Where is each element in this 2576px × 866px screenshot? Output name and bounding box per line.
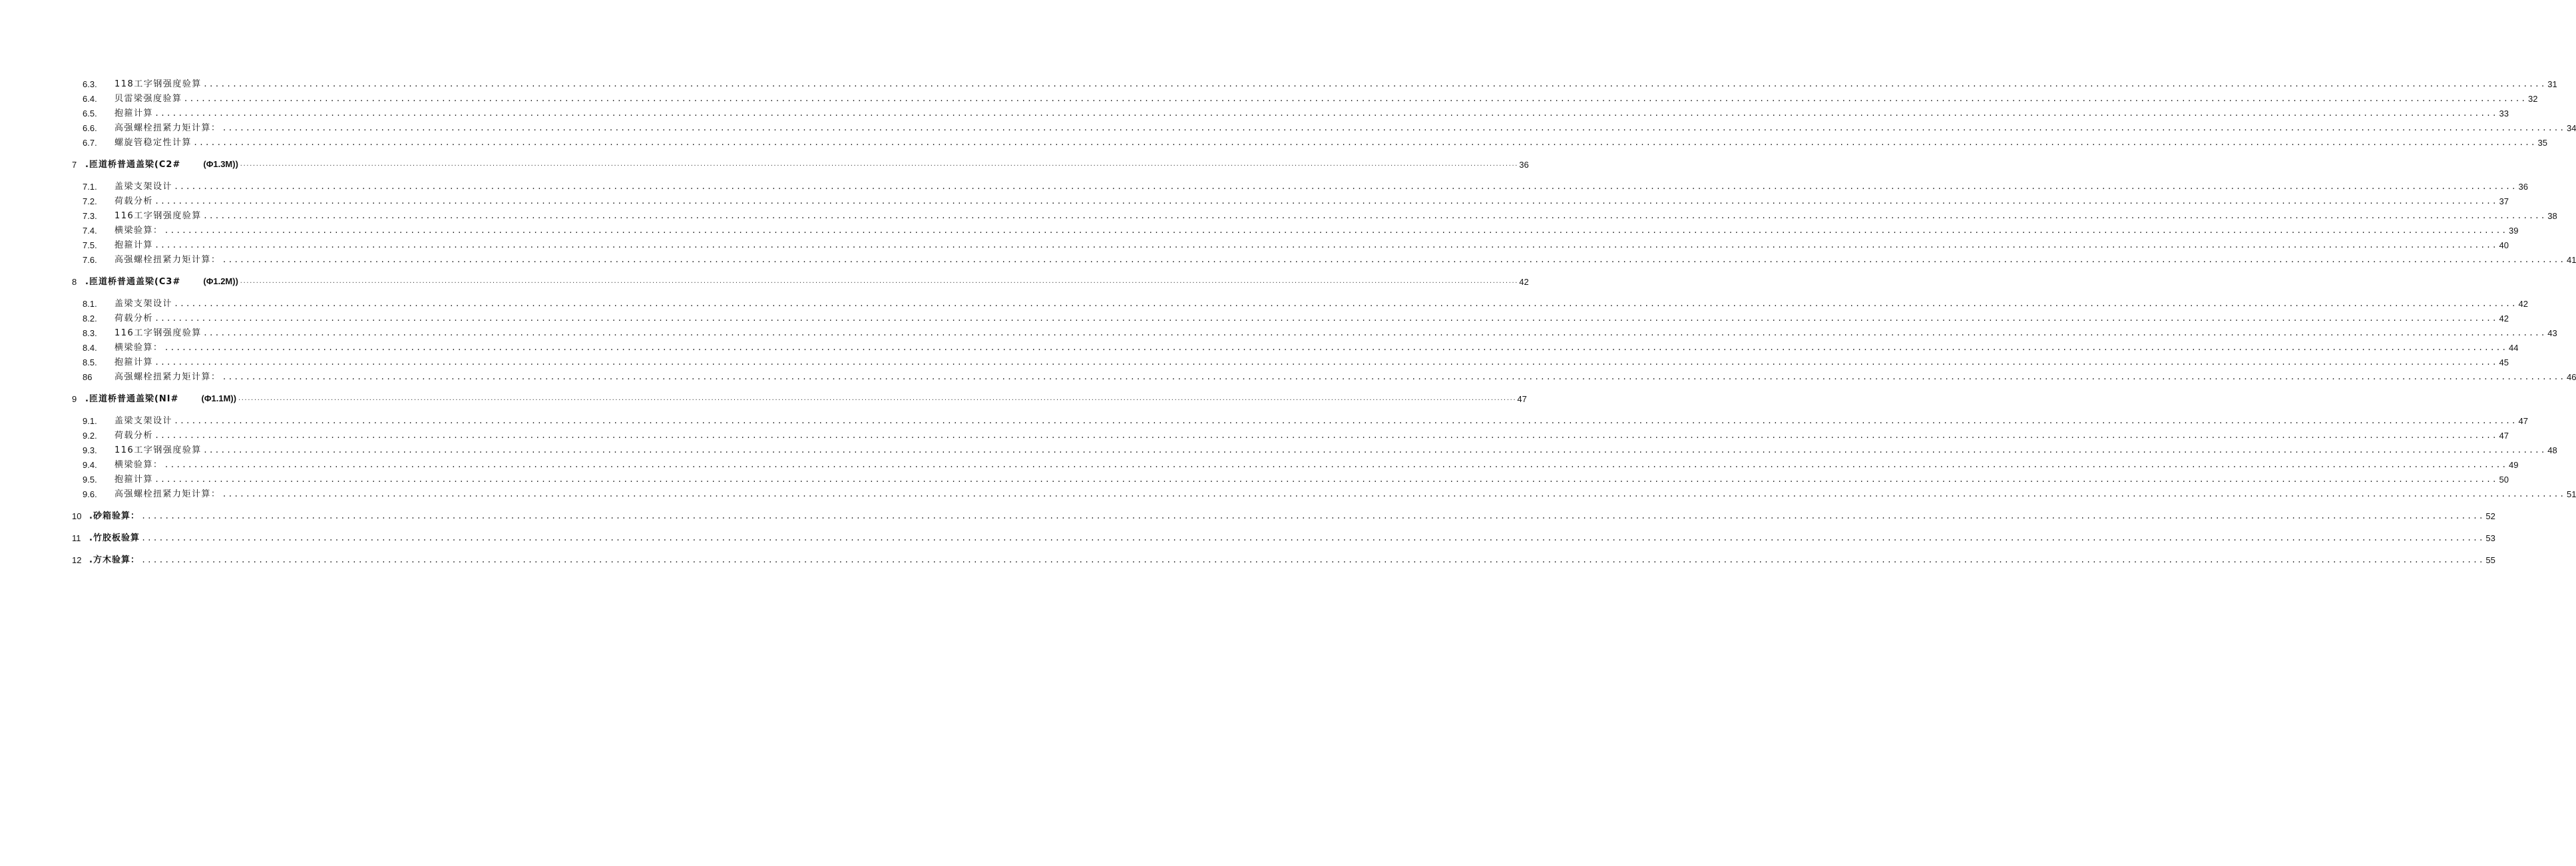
toc-entry-number: 7.3. [83, 211, 97, 221]
toc-entry-8-5[interactable] [83, 355, 2509, 368]
toc-entry-number: 8.2. [83, 314, 97, 324]
toc-entry-number: 86 [83, 372, 93, 382]
toc-chapter-number: 10 [72, 511, 82, 521]
toc-chapter-page: 52 [2485, 511, 2495, 521]
toc-entry-page: 51 [2566, 489, 2576, 499]
toc-entry-number: 6.4. [83, 94, 97, 104]
dot-leader: ................................................................................................................................................................................................................................................................................................................................................................................................................ [154, 431, 2498, 441]
toc-entry-page: 33 [2499, 108, 2509, 118]
toc-entry-page: 41 [2566, 255, 2576, 265]
toc-chapter-page: 42 [1519, 277, 1529, 287]
toc-entry-title: 螺旋管稳定性计算 [114, 138, 192, 148]
toc-chapter-title: .匝道桥普通盖梁(NI# (Φ1.1M)) [85, 393, 237, 404]
toc-entry-page: 35 [2537, 138, 2547, 148]
toc-chapter-title: .匝道桥普通盖梁(C2# (Φ1.3M)) [85, 159, 238, 170]
toc-chapter-title: .砂箱验算： [89, 511, 140, 521]
toc-entry-title: 118工字钢强度验算 [114, 79, 202, 89]
toc-entry-9-6[interactable] [83, 487, 2576, 500]
toc-entry-number: 9.2. [83, 431, 97, 441]
dot-leader: ................................................................................................................................................................................................................................................................................................................................................................................................................ [140, 534, 2485, 543]
toc-entry-number: 8.3. [83, 328, 97, 338]
toc-entry-title: 荷载分析 [114, 196, 154, 206]
toc-chapter-11[interactable] [72, 531, 2495, 544]
toc-entry-page: 47 [2499, 431, 2509, 441]
dot-leader: ................................................................................................................................................................................................................................................................................................................................................................................................................ [202, 80, 2547, 89]
toc-chapter-page: 53 [2485, 533, 2495, 543]
toc-entry-page: 32 [2527, 94, 2538, 104]
dot-leader: ................................................................................................................................................................................................................................................................................................................................................................................................................ [154, 109, 2498, 118]
toc-entry-title: 贝雷梁强度验算 [114, 94, 182, 104]
dot-leader: ................................................................................................................................................................................................................................................................................................................................................................................................................ [222, 373, 2565, 382]
toc-entry-page: 31 [2547, 79, 2557, 89]
toc-entry-7-4[interactable] [83, 223, 2519, 236]
toc-entry-title: 抱箍计算 [114, 108, 154, 118]
dot-leader: ................................................................................................................................................................................................................................................................................................................................................................................................................ [183, 95, 2527, 104]
toc-entry-6-5[interactable] [83, 106, 2509, 119]
toc-chapter-12[interactable] [72, 552, 2495, 566]
toc-entry-page: 37 [2499, 196, 2509, 206]
toc-entry-page: 40 [2499, 240, 2509, 250]
dot-leader: ................................................................................................................................................................................................................................................................................................................................................................................................................ [174, 417, 2517, 426]
dot-leader: ................................................................................................................................................................................................................................................................................................................................................................................................................ [154, 475, 2498, 485]
dot-leader: ................................................................................................................................................................................................................................................................................................................................................................................................................ [239, 162, 1518, 168]
toc-chapter-number: 7 [72, 160, 77, 170]
toc-entry-number: 7.1. [83, 182, 97, 192]
dot-leader: ................................................................................................................................................................................................................................................................................................................................................................................................................ [202, 446, 2547, 455]
toc-chapter-page: 47 [1517, 394, 1527, 404]
toc-entry-page: 39 [2508, 226, 2519, 236]
toc-chapter-title: .匝道桥普通盖梁(C3# (Φ1.2M)) [85, 276, 238, 287]
toc-entry-number: 6.7. [83, 138, 97, 148]
dot-leader: ................................................................................................................................................................................................................................................................................................................................................................................................................ [154, 241, 2498, 250]
toc-entry-title: 横梁验算： [114, 460, 163, 470]
dot-leader: ................................................................................................................................................................................................................................................................................................................................................................................................................ [202, 212, 2547, 221]
toc-entry-7-3[interactable] [83, 208, 2557, 222]
toc-entry-page: 48 [2547, 445, 2557, 455]
toc-chapter-spec: (Φ1.1M)) [201, 393, 237, 403]
toc-chapter-spec: (Φ1.3M)) [203, 159, 238, 169]
toc-chapter-number: 11 [72, 533, 81, 543]
toc-entry-title: 盖梁支架设计 [114, 416, 173, 426]
toc-entry-6-4[interactable] [83, 91, 2538, 105]
toc-entry-title: 抱箍计算 [114, 475, 154, 485]
toc-chapter-number: 12 [72, 555, 82, 565]
toc-entry-number: 9.5. [83, 475, 97, 485]
toc-chapter-spec: (Φ1.2M)) [203, 276, 238, 286]
toc-chapter-title: .方木验算： [89, 555, 140, 565]
toc-entry-title: 高强螺栓扭紧力矩计算： [114, 489, 221, 499]
toc-entry-title: 116工字钢强度验算 [114, 328, 202, 338]
toc-entry-number: 9.3. [83, 445, 97, 455]
toc-entry-title: 盖梁支架设计 [114, 299, 173, 309]
toc-entry-7-5[interactable] [83, 238, 2509, 251]
toc-entry-number: 6.6. [83, 123, 97, 133]
toc-entry-page: 46 [2566, 372, 2576, 382]
toc-entry-7-6[interactable] [83, 252, 2576, 266]
dot-leader: ................................................................................................................................................................................................................................................................................................................................................................................................................ [154, 314, 2498, 324]
toc-chapter-9[interactable] [72, 391, 1527, 405]
toc-chapter-number: 9 [72, 394, 77, 404]
toc-entry-page: 50 [2499, 475, 2509, 485]
toc-entry-8-1[interactable] [83, 296, 2528, 310]
toc-entry-number: 7.5. [83, 240, 97, 250]
toc-entry-number: 6.5. [83, 108, 97, 118]
dot-leader: ................................................................................................................................................................................................................................................................................................................................................................................................................ [140, 556, 2485, 565]
toc-entry-7-2[interactable] [83, 194, 2509, 207]
toc-entry-page: 49 [2508, 460, 2519, 470]
toc-chapter-7[interactable] [72, 157, 1529, 170]
dot-leader: ................................................................................................................................................................................................................................................................................................................................................................................................................ [202, 329, 2547, 338]
toc-entry-7-1[interactable] [83, 179, 2528, 192]
toc-entry-title: 高强螺栓扭紧力矩计算： [114, 123, 221, 133]
toc-entry-number: 9.6. [83, 489, 97, 499]
toc-entry-number: 9.1. [83, 416, 97, 426]
toc-entry-page: 45 [2499, 357, 2509, 367]
toc-entry-title: 抱箍计算 [114, 240, 154, 250]
toc-entry-8-4[interactable] [83, 340, 2519, 353]
dot-leader: ................................................................................................................................................................................................................................................................................................................................................................................................................ [140, 512, 2485, 521]
toc-entry-title: 荷载分析 [114, 431, 154, 441]
dot-leader: ................................................................................................................................................................................................................................................................................................................................................................................................................ [154, 197, 2498, 206]
toc-entry-title: 横梁验算： [114, 226, 163, 236]
toc-entry-6-6[interactable] [83, 120, 2576, 134]
toc-chapter-8[interactable] [72, 274, 1529, 288]
toc-entry-8-6[interactable] [83, 369, 2576, 383]
dot-leader: ................................................................................................................................................................................................................................................................................................................................................................................................................ [222, 256, 2565, 265]
dot-leader: ................................................................................................................................................................................................................................................................................................................................................................................................................ [193, 138, 2537, 148]
toc-entry-9-3[interactable] [83, 443, 2557, 456]
toc-entry-title: 抱箍计算 [114, 357, 154, 367]
toc-entry-title: 高强螺栓扭紧力矩计算： [114, 372, 221, 382]
dot-leader: ................................................................................................................................................................................................................................................................................................................................................................................................................ [239, 279, 1518, 285]
toc-entry-8-3[interactable] [83, 325, 2557, 339]
toc-entry-title: 盖梁支架设计 [114, 182, 173, 192]
toc-chapter-10[interactable] [72, 509, 2495, 522]
toc-entry-8-2[interactable] [83, 311, 2509, 324]
toc-entry-page: 34 [2566, 123, 2576, 133]
toc-entry-6-7[interactable] [83, 135, 2547, 148]
toc-entry-title: 高强螺栓扭紧力矩计算： [114, 255, 221, 265]
toc-entry-number: 8.5. [83, 357, 97, 367]
toc-entry-page: 38 [2547, 211, 2557, 221]
toc-entry-number: 7.4. [83, 226, 97, 236]
dot-leader: ................................................................................................................................................................................................................................................................................................................................................................................................................ [164, 343, 2507, 353]
toc-entry-page: 36 [2518, 182, 2528, 192]
toc-chapter-number: 8 [72, 277, 77, 287]
toc-entry-page: 42 [2518, 299, 2528, 309]
toc-entry-title: 116工字钢强度验算 [114, 445, 202, 455]
dot-leader: ................................................................................................................................................................................................................................................................................................................................................................................................................ [164, 461, 2507, 470]
dot-leader: ................................................................................................................................................................................................................................................................................................................................................................................................................ [238, 396, 1516, 402]
toc-entry-number: 7.2. [83, 196, 97, 206]
toc-entry-9-4[interactable] [83, 457, 2519, 471]
dot-leader: ................................................................................................................................................................................................................................................................................................................................................................................................................ [222, 124, 2565, 133]
toc-entry-6-3[interactable] [83, 77, 2557, 90]
dot-leader: ................................................................................................................................................................................................................................................................................................................................................................................................................ [164, 226, 2507, 236]
toc-entry-page: 47 [2518, 416, 2528, 426]
toc-chapter-page: 55 [2485, 555, 2495, 565]
toc-chapter-title: .竹胶板验算 [89, 533, 140, 543]
toc-entry-number: 7.6. [83, 255, 97, 265]
toc-entry-title: 116工字钢强度验算 [114, 211, 202, 221]
dot-leader: ................................................................................................................................................................................................................................................................................................................................................................................................................ [154, 358, 2498, 367]
toc-entry-page: 44 [2508, 343, 2519, 353]
toc-entry-page: 43 [2547, 328, 2557, 338]
toc-entry-number: 9.4. [83, 460, 97, 470]
toc-entry-page: 42 [2499, 314, 2509, 324]
toc-chapter-page: 36 [1519, 160, 1529, 170]
toc-entry-number: 8.1. [83, 299, 97, 309]
toc-entry-number: 8.4. [83, 343, 97, 353]
toc-entry-title: 荷载分析 [114, 314, 154, 324]
dot-leader: ................................................................................................................................................................................................................................................................................................................................................................................................................ [174, 300, 2517, 309]
dot-leader: ................................................................................................................................................................................................................................................................................................................................................................................................................ [222, 490, 2565, 499]
toc-entry-9-1[interactable] [83, 413, 2528, 427]
dot-leader: ................................................................................................................................................................................................................................................................................................................................................................................................................ [174, 182, 2517, 192]
toc-entry-9-2[interactable] [83, 428, 2509, 441]
toc-entry-title: 横梁验算： [114, 343, 163, 353]
toc-entry-number: 6.3. [83, 79, 97, 89]
toc-entry-9-5[interactable] [83, 472, 2509, 485]
